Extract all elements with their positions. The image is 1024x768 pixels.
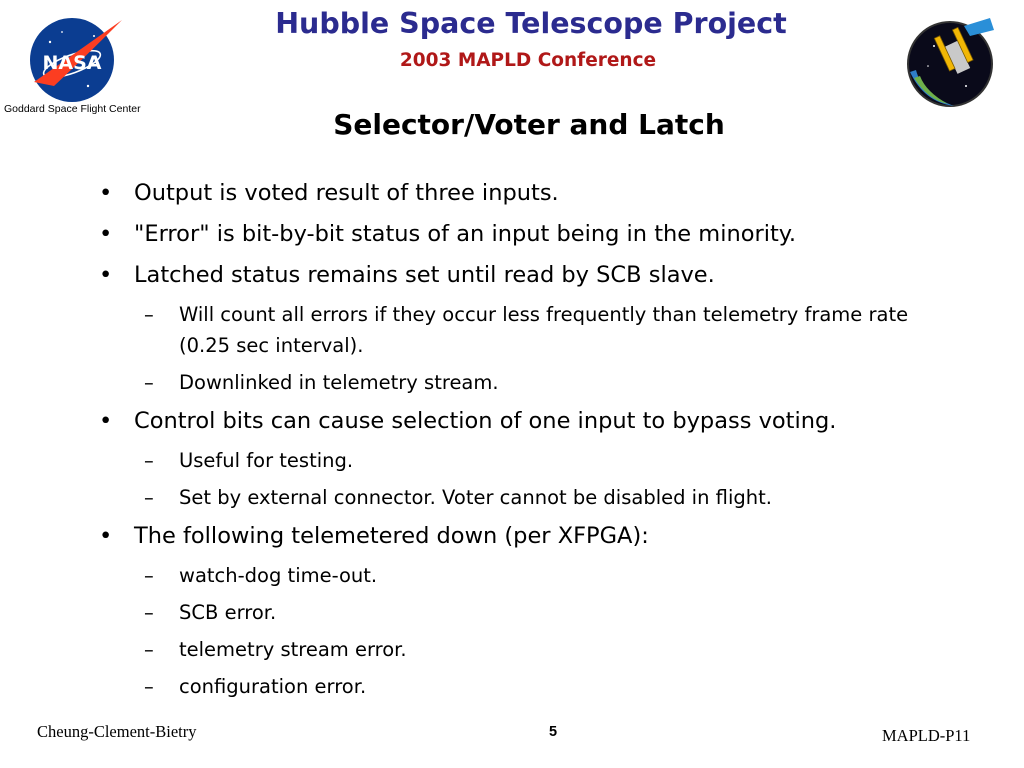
bullet-item [96, 404, 996, 438]
sub-bullet-marker: – [144, 449, 154, 472]
sub-bullet-text: telemetry stream error. [179, 638, 407, 661]
sub-bullet-text: SCB error. [179, 601, 277, 624]
page-number: 5 [549, 724, 558, 740]
sub-bullet-text: watch-dog time-out. [179, 564, 378, 587]
nasa-logo-text: NASA [42, 52, 102, 74]
bullet-marker: • [99, 408, 113, 434]
bullet-text: Control bits can cause selection of one input to bypass voting. [134, 408, 837, 434]
conference-subtitle: 2003 MAPLD Conference [399, 50, 657, 71]
sub-bullet-marker: – [144, 303, 154, 326]
sub-bullet-item [96, 482, 996, 513]
sub-bullet-item [96, 367, 996, 398]
bullet-text: "Error" is bit-by-bit status of an input being in the minority. [134, 221, 797, 247]
organization-label: Goddard Space Flight Center [4, 103, 141, 115]
footer-paper-id: MAPLD-P11 [882, 726, 971, 745]
sub-bullet-item [96, 299, 996, 361]
project-title: Hubble Space Telescope Project [275, 7, 787, 40]
footer-authors: Cheung-Clement-Bietry [37, 722, 197, 741]
slide-title: Selector/Voter and Latch [333, 108, 725, 141]
sub-bullet-marker: – [144, 675, 154, 698]
sub-bullet-item [96, 671, 996, 702]
sub-bullet-text: configuration error. [179, 675, 367, 698]
bullet-item [96, 258, 996, 292]
bullet-item [96, 217, 996, 251]
bullet-text: Latched status remains set until read by SCB slave. [134, 262, 715, 288]
bullet-marker: • [99, 221, 113, 247]
sub-bullet-item [96, 597, 996, 628]
bullet-marker: • [99, 262, 113, 288]
sub-bullet-marker: – [144, 564, 154, 587]
sub-bullet-item [96, 634, 996, 665]
sub-bullet-marker: – [144, 601, 154, 624]
bullet-text: The following telemetered down (per XFPGA): [134, 523, 649, 549]
sub-bullet-text: Will count all errors if they occur less frequently than telemetry frame rate (0.25 sec interval). [179, 303, 909, 357]
bullet-marker: • [99, 180, 113, 206]
bullet-item [96, 519, 996, 553]
bullet-text: Output is voted result of three inputs. [134, 180, 559, 206]
sub-bullet-text: Downlinked in telemetry stream. [179, 371, 499, 394]
sub-bullet-item [96, 560, 996, 591]
sub-bullet-marker: – [144, 486, 154, 509]
bullet-item [96, 176, 996, 210]
bullet-list [96, 176, 996, 708]
sub-bullet-text: Useful for testing. [179, 449, 354, 472]
sub-bullet-text: Set by external connector. Voter cannot be disabled in flight. [179, 486, 772, 509]
bullet-marker: • [99, 523, 113, 549]
hst-mission-logo [904, 16, 1000, 108]
sub-bullet-marker: – [144, 371, 154, 394]
sub-bullet-marker: – [144, 638, 154, 661]
sub-bullet-item [96, 445, 996, 476]
